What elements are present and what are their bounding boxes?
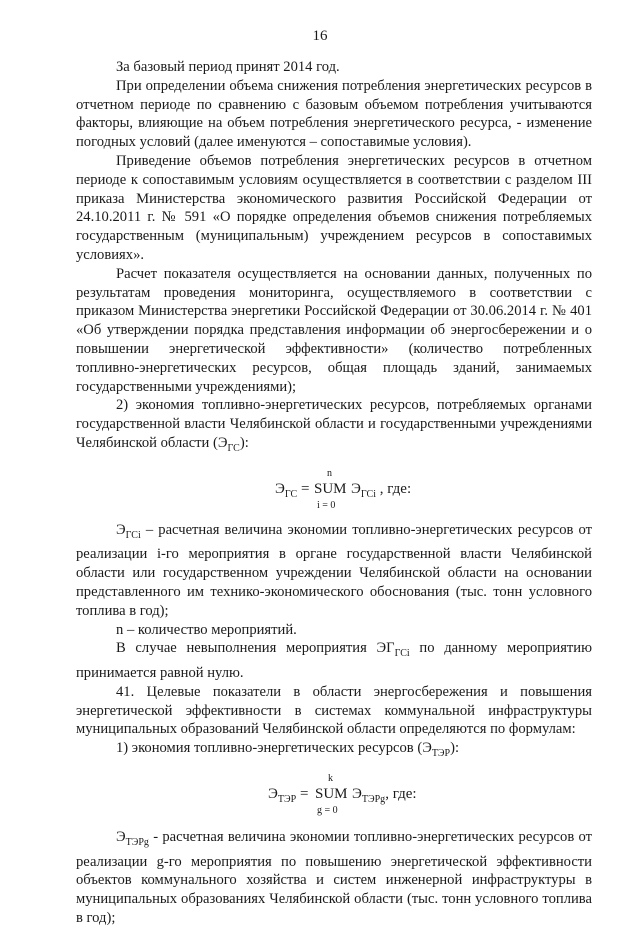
paragraph-base-period: За базовый период принят 2014 год. (116, 59, 340, 75)
paragraph-item-41: 41. Целевые показатели в области энергосбережения и повышения энергетической эффективности в системах коммунальной инфраструктуры муниципальных образований Челябинской области определяются по формулам: (76, 683, 592, 738)
formula-lower-limit: i = 0 (317, 499, 336, 511)
formula-term: $Э_{ГСi}$ , где: (351, 480, 412, 500)
paragraph-definition-n: n – количество мероприятий. (116, 621, 297, 638)
paragraph-economy-gs: 2) экономия топливно-энергетических ресурсов, потребляемых органами государственной власти Челябинской области и государственными учреждениями Челябинской области $(Э_{ГС})$: (76, 397, 592, 454)
paragraph-definition-eterg: $Э_{ТЭРg}$ - расчетная величина экономии топливно-энергетических ресурсов от реализации g-го мероприятия по повышению энергетической эффективности объектов коммунального хозяйства и систем инженерной инфраструктуры в муниципальных образованиях Челябинской области (тыс. тонн условного топлива в год); (76, 828, 592, 927)
formula-lhs: $Э_{ГС}$ = (275, 480, 310, 500)
page-number: 16 (312, 28, 328, 44)
formula-sum-operator: SUM (315, 785, 348, 802)
paragraph-economy-ter: 1) экономия топливно-энергетических ресурсов $(Э_{ТЭР})$: (116, 740, 460, 760)
paragraph-comparable-conditions: Приведение объемов потребления энергетических ресурсов в отчетном периоде к сопоставимым условиям осуществляется в соответствии с разделом III приказа Министерства экономического развития Российской Федерации от 24.10.2011 г. № 591 «О порядке определения объемов снижения потребляемых государственным (муниципальным) учреждением ресурсов в сопоставимых условиях». (76, 152, 592, 263)
document-body (76, 58, 592, 928)
formula-term: $Э_{ТЭРg}$, где: (352, 785, 417, 805)
paragraph-non-fulfilment: В случае невыполнения мероприятия $ЭГ_{ГСi}$ по данному мероприятию принимается равной нулю. (76, 640, 593, 682)
formula-economy-gs (76, 465, 592, 513)
formula-upper-limit: n (327, 467, 332, 479)
formula-economy-ter (76, 770, 592, 818)
formula-upper-limit: k (328, 772, 333, 784)
formula-sum-operator: SUM (314, 480, 347, 497)
formula-lower-limit: g = 0 (317, 804, 338, 816)
formula-lhs: $Э_{ТЭР}$ = (268, 785, 309, 805)
paragraph-calculation-basis: Расчет показателя осуществляется на основании данных, полученных по результатам проведения мониторинга, осуществляемого в соответствии с приказом Министерства энергетики Российской Федерации от 30.06.2014 г. № 401 «Об утверждении порядка представления информации об энергосбережении и о повышении энергетической эффективности» (количество потребленных топливно-энергетических ресурсов, общая площадь зданий, занимаемых государственными учреждениями); (76, 265, 592, 395)
paragraph-definition-egsi: $Э_{ГСi}$ – расчетная величина экономии топливно-энергетических ресурсов от реализации i-го мероприятия в органе государственной власти Челябинской области или государственном учреждении Челябинской области на основании представленного им технико-экономического обоснования (тыс. тонн условного топлива в год); (76, 521, 592, 619)
paragraph-reduction-factors: При определении объема снижения потребления энергетических ресурсов в отчетном периоде по сравнению с базовым объемом потребления учитываются факторы, влияющие на объем потребления энергетического ресурса, - изменение погодных условий (далее именуются – сопоставимые условия). (76, 77, 592, 151)
